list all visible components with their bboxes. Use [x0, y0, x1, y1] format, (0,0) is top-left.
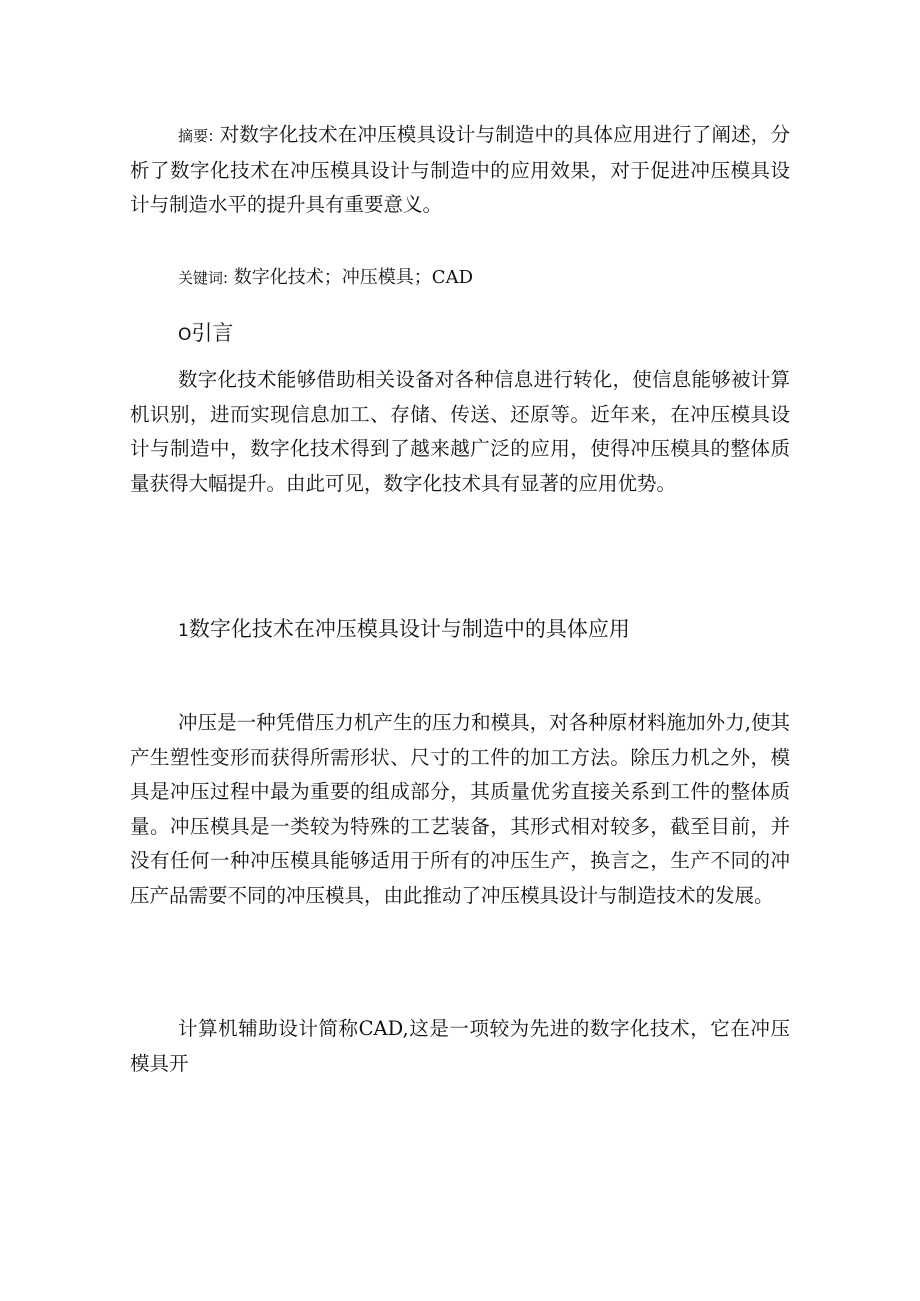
section1-paragraph-1-block: [130, 706, 790, 913]
keywords-label: 关键词:: [178, 269, 229, 287]
section1-heading: [130, 614, 790, 646]
keywords-text: 数字化技术；冲压模具；CAD: [233, 267, 473, 288]
intro-heading-number: O: [178, 325, 192, 345]
intro-paragraph: 数字化技术能够借助相关设备对各种信息进行转化，使信息能够被计算机识别，进而实现信息加工、存储、传送、还原等。近年来，在冲压模具设计与制造中，数字化技术得到了越来越广泛的应用，使得冲压模具的整体质量获得大幅提升。由此可见，数字化技术具有显著的应用优势。: [130, 368, 790, 495]
section1-paragraph-2-block: [130, 1012, 790, 1081]
section1-heading-title: 数字化技术在冲压模具设计与制造中的具体应用: [188, 617, 630, 641]
section1-heading-block: [130, 614, 790, 646]
abstract-label: 摘要:: [178, 127, 214, 145]
section1-paragraph-2: 计算机辅助设计简称CAD,这是一项较为先进的数字化技术，它在冲压模具开: [130, 1017, 790, 1075]
intro-heading-block: [130, 318, 790, 350]
section1-heading-number: 1: [178, 621, 189, 641]
intro-heading-title: 引言: [191, 321, 234, 345]
keywords-line: [130, 264, 790, 292]
keywords-block: [130, 264, 790, 292]
abstract-text: 对数字化技术在冲压模具设计与制造中的具体应用进行了阐述，分析了数字化技术在冲压模具设计与制造中的应用效果，对于促进冲压模具设计与制造水平的提升具有重要意义。: [130, 123, 790, 216]
abstract-block: [130, 118, 790, 223]
intro-paragraph-block: [130, 363, 790, 501]
abstract-paragraph: [130, 118, 790, 223]
intro-heading: [130, 318, 790, 350]
section1-paragraph-1: 冲压是一种凭借压力机产生的压力和模具，对各种原材料施加外力,使其产生塑性变形而获得所需形状、尺寸的工件的加工方法。除压力机之外，模具是冲压过程中最为重要的组成部分，其质量优劣直接关系到工件的整体质量。冲压模具是一类较为特殊的工艺装备，其形式相对较多，截至目前，并没有任何一种冲压模具能够适用于所有的冲压生产，换言之，生产不同的冲压产品需要不同的冲压模具，由此推动了冲压模具设计与制造技术的发展。: [130, 711, 790, 907]
